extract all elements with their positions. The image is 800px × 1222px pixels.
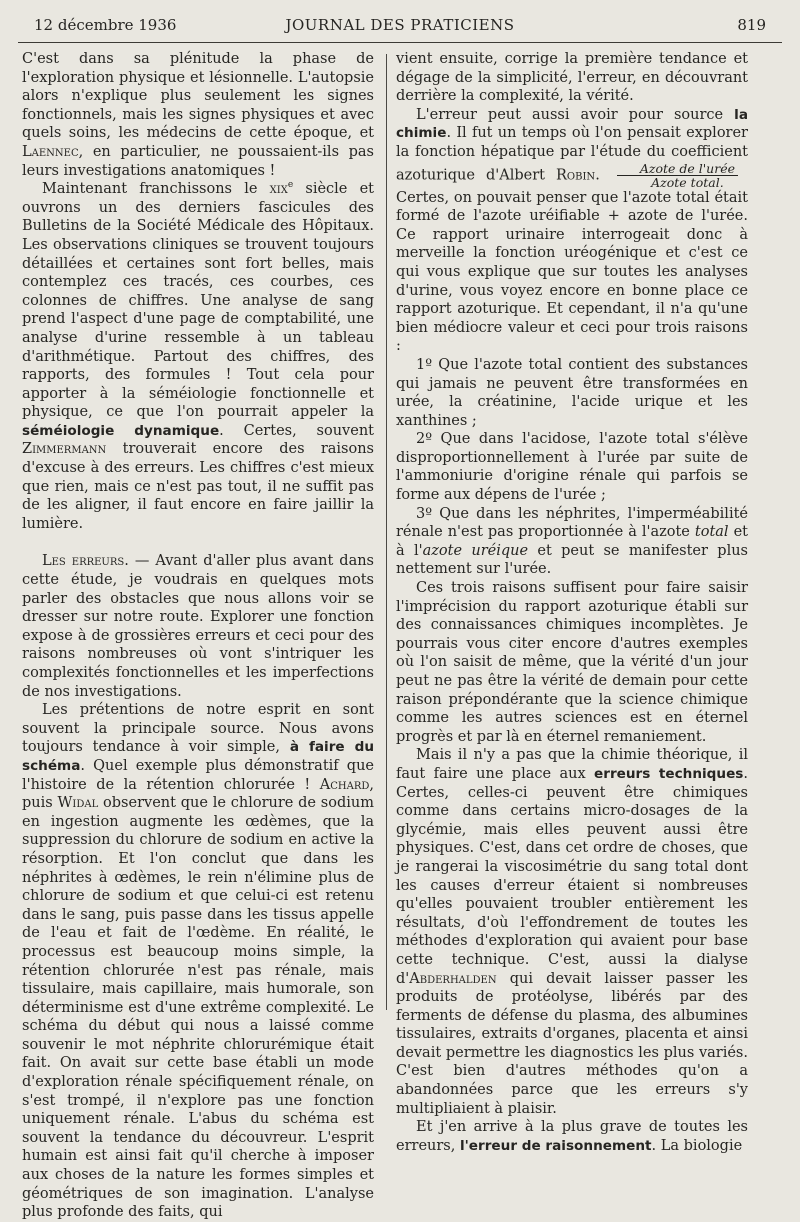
paragraph-chimie: L'erreur peut aussi avoir pour source la chimie. Il fut un temps où l'on pensait explorer la fonction hépatique par l'étude du coefficient azoturique d'Albert Robin. $\frac{\text{Azote de l'urée}}{\text{Azote total.}}$ Certes, on pouvait penser que l'azote total était formé de l'azote uréifiable + azote de l'urée. Ce rapport urinaire interrogeait donc à merveille la fonction uréogénique et c'est ce qui vous explique que sur toutes les analyses d'urine, vous voyez encore en bonne place ce rapport azoturique. Et cependant, il n'a qu'une bien médiocre valeur et ceci pour trois raisons : bbox=[396, 106, 748, 355]
reason-3: 3º Que dans les néphrites, l'imperméabilité rénale n'est pas proportionnée à l'azote total et à l'azote uréique et peut se manifester plus nettement sur l'urée. bbox=[396, 505, 748, 578]
name-laennec: Laennec bbox=[22, 143, 79, 160]
emphasis-la-chimie: la chimie bbox=[396, 106, 748, 142]
name-robin: Robin bbox=[556, 167, 596, 184]
paragraph-continuation: vient ensuite, corrige la première tendance et dégage de la simplicité, l'erreur, en découvrant derrière la complexité, la vérité. bbox=[396, 51, 748, 105]
name-widal: Widal bbox=[57, 795, 99, 812]
azoturic-ratio-fraction: $\frac{\text{Azote de l'urée}}{\text{Azote total.}}$ bbox=[617, 162, 738, 189]
paragraph-raisonnement: Et j'en arrive à la plus grave de toutes les erreurs, l'erreur de raisonnement. La biologie bbox=[396, 1119, 748, 1154]
emphasis-erreurs-techniques: erreurs techniques bbox=[594, 765, 744, 782]
paragraph-erreurs-techniques: Mais il n'y a pas que la chimie théorique, il faut faire une place aux erreurs techniques. Certes, celles-ci peuvent être chimiques comme dans certains micro-dosages de la glycémie, mais elles peuvent aussi être physiques. C'est, dans cet ordre de choses, que je rangerai la viscosimétrie du sang total dont les causes d'erreur étaient si nombreuses qu'elles pouvaient troubler entièrement les résultats, d'où l'effondrement de toutes les méthodes d'exploration qui avaient pour base cette technique. C'est, aussi la dialyse d'Abderhalden qui devait laisser passer les produits de protéolyse, libérés par des ferments de défense du plasma, des albumines tissulaires, extraits d'organes, placenta et ainsi devait permettre les diagnostics les plus variés. C'est bien d'autres méthodes qu'on a abandonnées parce que les erreurs s'y multipliaient à plaisir. bbox=[396, 747, 748, 1117]
running-header bbox=[18, 14, 782, 43]
column-divider bbox=[386, 54, 387, 1010]
left-column bbox=[22, 50, 375, 1221]
emphasis-faire-du-schema: à faire du schéma bbox=[22, 739, 375, 774]
header-date: 12 décembre 1936 bbox=[34, 16, 177, 34]
paragraph-bulletins: Maintenant franchissons le xix$^e$ siècle et ouvrons un des derniers fascicules des Bulletins de la Société Médicale des Hôpitaux. Les observations cliniques se trouvent toujours détaillées et certaines sont fort belles, mais contemplez ces tracés, ces courbes, ces colonnes de chiffres. Une analyse de sang prend l'aspect d'une page de comptabilité, une analyse d'urine ressemble à un tableau d'arithmétique. Partout des chiffres, des rapports, des formules ! Tout cela pour apporter à la séméiologie fonctionnelle et physique, ce que l'on pourrait appeler la séméiologie dynamique. Certes, souvent Zimmermann trouverait encore des raisons d'excuse à des erreurs. Les chiffres c'est mieux que rien, mais ce n'est pas tout, il ne suffit pas de les aligner, il faut encore en faire jaillir la lumière. bbox=[22, 180, 374, 532]
name-achard: Achard bbox=[319, 776, 370, 793]
paragraph-les-erreurs: Les erreurs. — Avant d'aller plus avant dans cette étude, je voudrais en quelques mots parler des obstacles que nous allons voir se dresser sur notre route. Explorer une fonction expose à de grossières erreurs et ceci pour des raisons nombreuses où vont s'intriquer les complexités fonctionnelles et les imperfections de nos investigations. bbox=[22, 553, 374, 700]
right-column bbox=[396, 50, 748, 1154]
name-zimmermann: Zimmermann bbox=[22, 441, 107, 458]
section-title-les-erreurs: Les erreurs. bbox=[42, 553, 129, 570]
reason-1: 1º Que l'azote total contient des substances qui jamais ne peuvent être transformées en urée, la créatinine, l'acide urique et les xanthines ; bbox=[396, 356, 748, 429]
paragraph-schema: Les prétentions de notre esprit en sont souvent la principale source. Nous avons toujours tendance à voir simple, à faire du schéma. Quel exemple plus démonstratif que l'histoire de la rétention chlorurée ! Achard, puis Widal observent que le chlorure de sodium en ingestion augmente les œdèmes, que la suppression du chlorure de sodium en active la résorption. Et l'on conclut que dans les néphrites à œdèmes, le rein n'élimine plus de chlorure de sodium et que celui-ci est retenu dans le sang, puis passe dans les tissus appelle de l'eau et fait de l'œdème. En réalité, le processus est beaucoup moins simple, la rétention chlorurée n'est pas rénale, mais tissulaire, mais capillaire, mais humorale, son déterminisme est d'une extrême complexité. Le schéma du début qui nous a laissé comme souvenir le mot néphrite chlorurémique était fait. On avait sur cette base établi un mode d'exploration rénale spécifiquement rénale, on s'est trompé, il n'explore pas une fonction uniquement rénale. L'abus du schéma est souvent la tendance du découvreur. L'esprit humain est ainsi fait qu'il cherche à imposer aux choses de la nature les formes simples et géométriques de son imagination. L'analyse plus profonde des faits, qui bbox=[22, 702, 375, 1221]
paragraph-trois-raisons: Ces trois raisons suffisent pour faire saisir l'imprécision du rapport azoturique établi sur des connaissances chimiques incomplètes. Je pourrais vous citer encore d'autres exemples où l'on saisit de même, que la vérité d'un jour peut ne pas être la vérité de demain pour cette raison prépondérante que la science chimique comme les autres sciences est en éternel progrès et par là en éternel remaniement. bbox=[396, 580, 748, 745]
paragraph-anatomy: C'est dans sa plénitude la phase de l'exploration physique et lésionnelle. L'autopsie alors n'explique plus seulement les signes fonctionnels, mais les signes physiques et avec quels soins, les médecins de cette époque, et Laennec, en particulier, ne poussaient-ils pas leurs investigations anatomiques ! bbox=[22, 51, 374, 179]
header-journal-title: JOURNAL DES PRATICIENS bbox=[285, 16, 515, 34]
reason-2: 2º Que dans l'acidose, l'azote total s'élève disproportionnellement à l'urée par suite de l'ammoniurie d'origine rénale qui parfois se forme aux dépens de l'urée ; bbox=[396, 431, 748, 504]
emphasis-semeiologie-dynamique: séméiologie dynamique bbox=[22, 422, 220, 439]
header-page-number: 819 bbox=[737, 16, 766, 34]
name-abderhalden: Abderhalden bbox=[409, 970, 497, 987]
emphasis-erreur-de-raisonnement: l'erreur de raisonnement bbox=[459, 1137, 652, 1154]
